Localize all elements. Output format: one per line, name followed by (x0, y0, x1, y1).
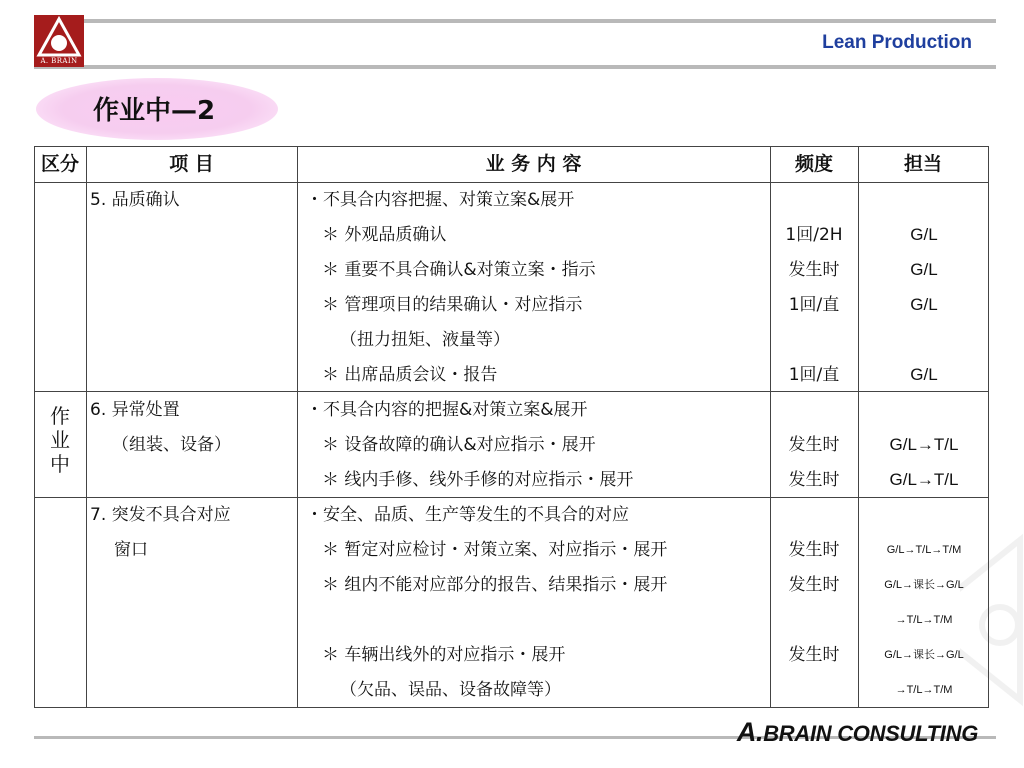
footer-brand-text: BRAIN CONSULTING (763, 721, 978, 746)
frequency-value: 发生时 (788, 435, 840, 455)
owner-value: G/L (910, 225, 938, 244)
frequency-value: 发生时 (788, 645, 840, 665)
table-rule (34, 707, 989, 708)
header-category: 区分 (40, 153, 79, 175)
item-label: 6. 异常处置 (90, 400, 180, 420)
column-rule (297, 146, 298, 708)
content-line: ＊ 管理项目的结果确认・对应指示 (322, 295, 583, 315)
owner-value: G/L (910, 365, 938, 384)
table-rule (34, 497, 989, 498)
content-line: ＊ 出席品质会议・报告 (322, 365, 498, 385)
item-label: （组装、设备） (112, 435, 231, 455)
frequency-value: 1回/2H (785, 225, 843, 245)
header-top-rule (34, 19, 996, 23)
company-logo (34, 15, 84, 67)
header-content: 业 务 内 容 (485, 153, 582, 175)
content-line: ＊ 暂定对应检讨・对策立案、对应指示・展开 (322, 540, 668, 560)
frequency-value: 发生时 (788, 470, 840, 490)
header-item: 项 目 (169, 153, 214, 175)
owner-value: G/L→T/L (889, 470, 959, 489)
content-line: ・安全、品质、生产等发生的不具合的对应 (306, 505, 629, 525)
content-line: ・不具合内容把握、对策立案&展开 (306, 190, 575, 210)
table-rule (34, 146, 989, 147)
header-owner: 担当 (903, 153, 942, 175)
frequency-value: 发生时 (788, 540, 840, 560)
content-line: ・不具合内容的把握&对策立案&展开 (306, 400, 588, 420)
item-label: 窗口 (114, 540, 148, 560)
content-line: ＊ 车辆出线外的对应指示・展开 (322, 645, 566, 665)
content-line: （欠品、误品、设备故障等） (340, 680, 561, 700)
content-line: ＊ 外观品质确认 (322, 225, 447, 245)
owner-value: G/L→课长→G/L (884, 649, 964, 661)
content-line: （扭力扭矩、液量等） (340, 330, 510, 350)
owner-value: G/L (910, 295, 938, 314)
table-rule (34, 182, 989, 183)
frequency-value: 发生时 (788, 575, 840, 595)
owner-value: G/L→T/L (889, 435, 959, 454)
header-frequency: 频度 (794, 153, 833, 175)
column-rule (86, 146, 87, 708)
footer-brand-initial: A. (736, 717, 764, 747)
item-label: 7. 突发不具合对应 (90, 505, 231, 525)
header-bottom-rule (34, 65, 996, 69)
zone-label: 作 业 中 (50, 404, 70, 476)
frequency-value: 1回/直 (788, 295, 840, 315)
work-content-table (34, 146, 989, 708)
item-label: 5. 品质确认 (90, 190, 180, 210)
header-title: Lean Production (822, 32, 972, 53)
logo-text: A. BRAIN (40, 57, 78, 65)
content-line: ＊ 重要不具合确认&对策立案・指示 (322, 260, 596, 280)
owner-value: →T/L→T/M (895, 614, 953, 626)
frequency-value: 发生时 (788, 260, 840, 280)
page-title: 作业中—2 (93, 96, 216, 126)
footer-brand (737, 717, 978, 748)
content-line: ＊ 设备故障的确认&对应指示・展开 (322, 435, 596, 455)
content-line: ＊ 线内手修、线外手修的对应指示・展开 (322, 470, 634, 490)
table-rule (34, 391, 989, 392)
owner-value: →T/L→T/M (895, 684, 953, 696)
owner-value: G/L (910, 260, 938, 279)
owner-value: G/L→T/L→T/M (886, 544, 962, 556)
owner-value: G/L→课长→G/L (884, 579, 964, 591)
content-line: ＊ 组内不能对应部分的报告、结果指示・展开 (322, 575, 668, 595)
frequency-value: 1回/直 (788, 365, 840, 385)
